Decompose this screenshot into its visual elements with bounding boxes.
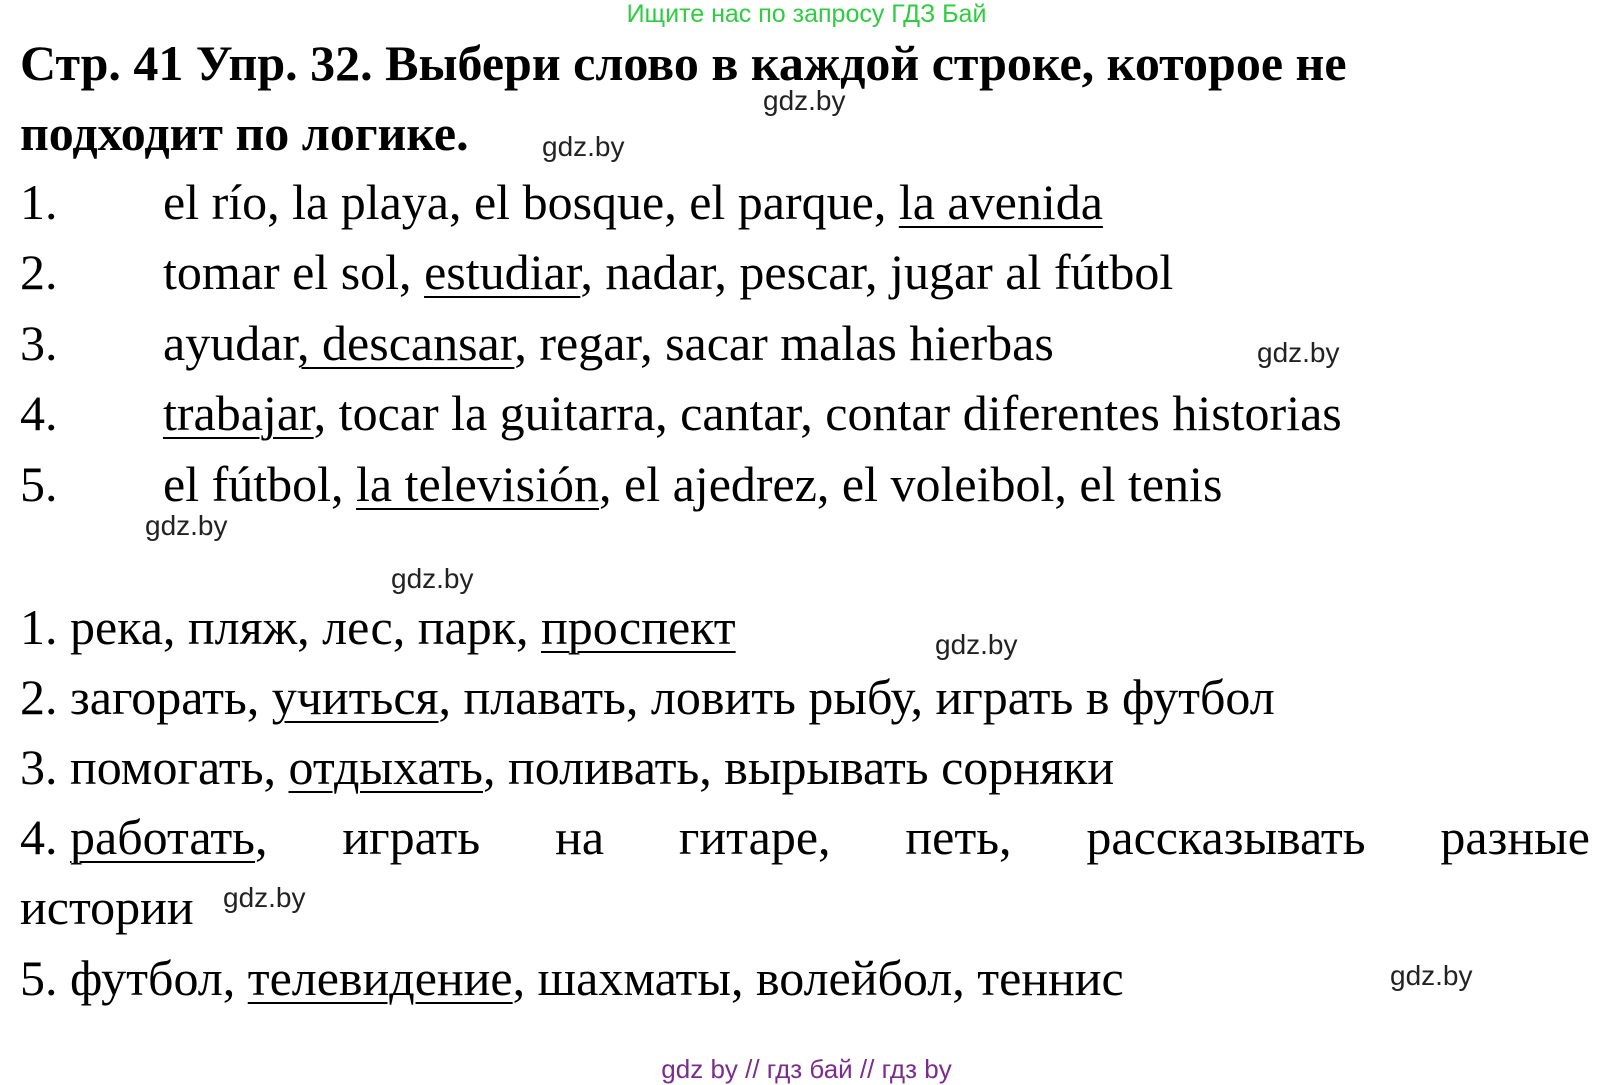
answer-underlined: estudiar <box>424 244 581 300</box>
answer-underlined: , descansar <box>297 315 515 371</box>
watermark: gdz.by <box>1390 960 1473 991</box>
watermark: gdz.by <box>542 131 625 162</box>
answer-underlined: отдыхать <box>288 739 483 795</box>
watermark: gdz.by <box>223 882 306 913</box>
answer-underlined: учиться <box>271 669 439 725</box>
russian-line-2: 2. загорать, учиться, плавать, ловить рыбу, играть в футбол <box>20 669 1275 725</box>
footer-watermark: gdz by // гдз бай // гдз by <box>661 1054 952 1084</box>
answer-underlined: trabajar <box>163 385 314 441</box>
russian-line-4: 4. работать, играть на гитаре, петь, рассказывать разные <box>20 809 1590 865</box>
line-number: 3. <box>20 315 58 371</box>
line-number: 5. <box>20 456 58 512</box>
russian-line-4-continued: истории <box>20 879 194 935</box>
watermark: gdz.by <box>391 563 474 594</box>
spanish-line-4: 4. trabajar, tocar la guitarra, cantar, contar diferentes historias <box>20 385 1342 441</box>
exercise-title-line1: Стр. 41 Упр. 32. Выбери слово в каждой строке, которое не <box>20 35 1347 91</box>
line-number: 4. <box>20 385 58 441</box>
answer-underlined: la avenida <box>898 174 1103 230</box>
watermark: gdz.by <box>763 85 846 116</box>
spanish-line-2: 2. tomar el sol, estudiar, nadar, pescar, jugar al fútbol <box>20 244 1174 300</box>
answer-underlined: телевидение <box>247 950 513 1006</box>
watermark: gdz.by <box>1257 337 1340 368</box>
spanish-line-1: 1. el río, la playa, el bosque, el parque, la avenida <box>20 174 1103 230</box>
russian-line-5: 5. футбол, телевидение, шахматы, волейбол, теннис <box>20 950 1124 1006</box>
exercise-title-line2: подходит по логике. <box>20 105 469 161</box>
spanish-line-5: 5. el fútbol, la televisión, el ajedrez, el voleibol, el tenis <box>20 456 1223 512</box>
russian-line-3: 3. помогать, отдыхать, поливать, вырывать сорняки <box>20 739 1115 795</box>
spanish-line-3: 3. ayudar, descansar, regar, sacar malas hierbas <box>20 315 1054 371</box>
line-number: 1. <box>20 174 58 230</box>
answer-underlined: проспект <box>541 599 736 655</box>
russian-line-1: 1. река, пляж, лес, парк, проспект <box>20 599 736 655</box>
line-number: 2. <box>20 244 58 300</box>
answer-underlined: работать <box>70 809 255 865</box>
watermark: gdz.by <box>935 629 1018 660</box>
top-banner: Ищите нас по запросу ГДЗ Бай <box>626 0 987 28</box>
line-number: 4. <box>20 809 58 865</box>
answer-underlined: la televisión <box>356 456 600 512</box>
watermark: gdz.by <box>145 510 228 541</box>
